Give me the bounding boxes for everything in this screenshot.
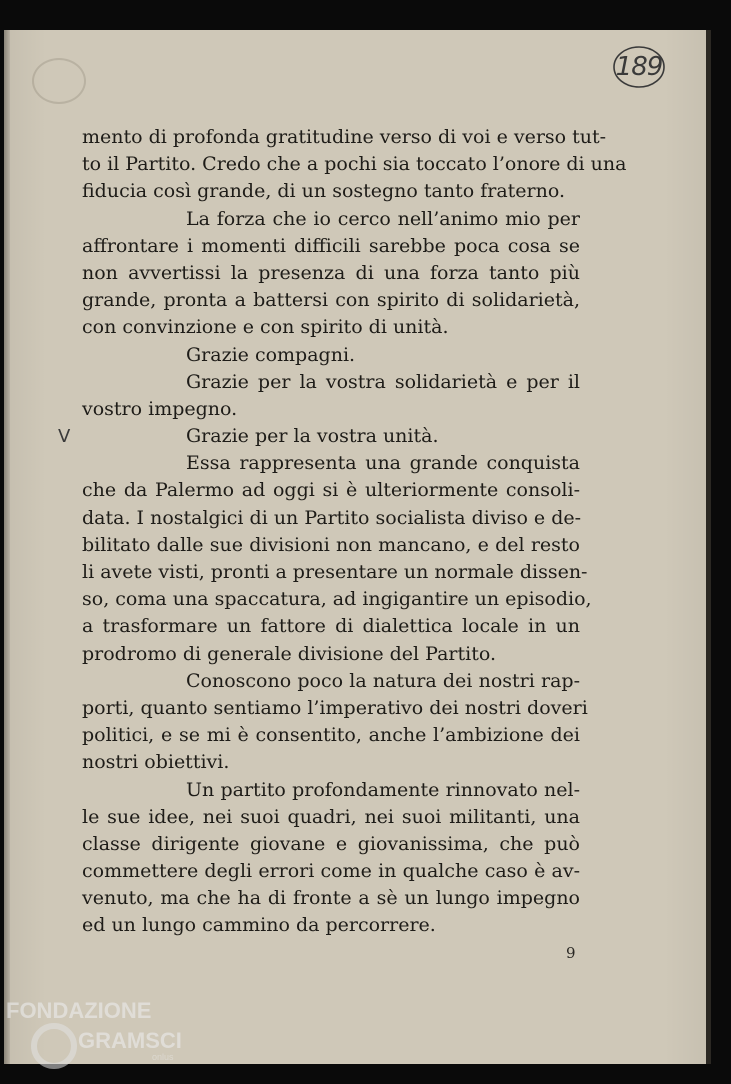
text-line: nostri obiettivi. [82, 751, 230, 774]
text-line: vostro impegno. [82, 397, 238, 420]
binding-edge [4, 30, 10, 1064]
text-line: con convinzione e con spirito di unità. [82, 316, 449, 339]
faded-stamp-mark [32, 58, 86, 104]
text-line: La forza che io cerco nell’animo mio per [186, 207, 580, 230]
page-edge-strip [706, 30, 711, 1064]
text-line: a trasformare un fattore di dialettica locale in un [82, 615, 580, 638]
text-line: venuto, ma che ha di fronte a sè un lungo impegno [82, 887, 580, 910]
text-line: bilitato dalle sue divisioni non mancano, e del resto [82, 533, 580, 556]
folio-stamp [611, 44, 667, 90]
text-line: commettere degli errori come in qualche caso è av- [82, 860, 580, 883]
text-line: Un partito profondamente rinnovato nel- [186, 778, 580, 801]
text-line: Grazie per la vostra unità. [186, 425, 439, 448]
page-number: 9 [566, 944, 576, 962]
text-line: che da Palermo ad oggi si è ulteriormente consoli- [82, 479, 580, 502]
watermark-logo-icon [34, 1026, 74, 1066]
archive-watermark [2, 996, 202, 1080]
text-line: prodromo di generale divisione del Partito. [82, 642, 496, 665]
text-line: data. I nostalgici di un Partito socialista diviso e de- [82, 506, 582, 529]
text-line: politici, e se mi è consentito, anche l’ambizione dei [82, 724, 580, 747]
text-line: Grazie per la vostra solidarietà e per il [186, 370, 580, 393]
body-text [82, 124, 627, 940]
text-line: li avete visti, pronti a presentare un normale dissen- [82, 561, 588, 583]
text-line: to il Partito. Credo che a pochi sia toccato l’onore di una [82, 153, 627, 176]
text-line: Essa rappresenta una grande conquista [186, 452, 580, 475]
watermark-line1: FONDAZIONE [6, 998, 152, 1023]
text-line: affrontare i momenti difficili sarebbe poca cosa se [82, 234, 580, 257]
text-line: so, coma una spaccatura, ad ingigantire un episodio, [82, 588, 592, 611]
watermark-suffix: onlus [152, 1052, 174, 1062]
text-line: le sue idee, nei suoi quadri, nei suoi militanti, una [82, 805, 580, 828]
margin-annotation: V [58, 426, 71, 447]
text-line: classe dirigente giovane e giovanissima, che può [82, 832, 580, 855]
text-line: mento di profonda gratitudine verso di voi e verso tut- [82, 126, 607, 148]
text-line: Grazie compagni. [186, 343, 356, 366]
text-line: ed un lungo cammino da percorrere. [82, 914, 436, 937]
handwritten-folio-number: 189 [615, 52, 663, 82]
text-line: fiducia così grande, di un sostegno tanto fraterno. [82, 180, 565, 203]
text-line: grande, pronta a battersi con spirito di solidarietà, [82, 289, 580, 312]
text-line: Conoscono poco la natura dei nostri rap- [186, 669, 580, 692]
text-line: non avvertissi la presenza di una forza tanto più [82, 261, 580, 284]
text-line: porti, quanto sentiamo l’imperativo dei nostri doveri [82, 696, 588, 719]
watermark-line2: GRAMSCI [78, 1028, 182, 1053]
